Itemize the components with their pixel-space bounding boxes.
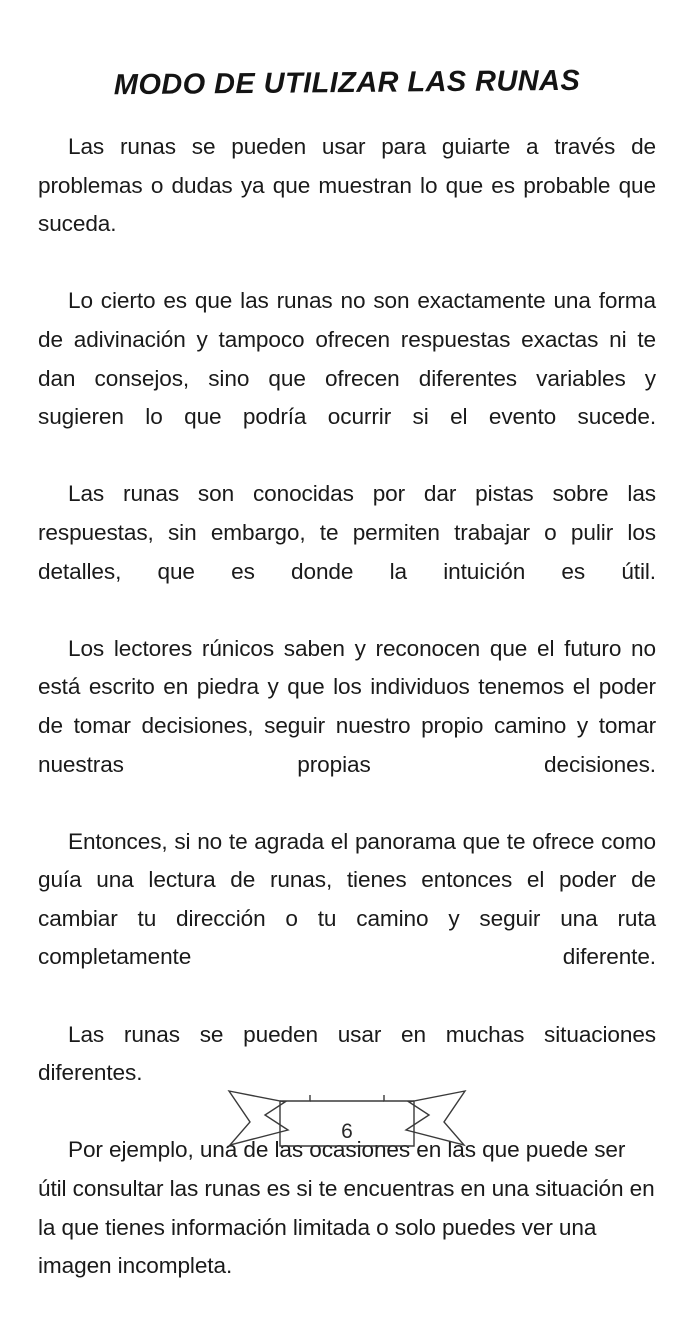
paragraph: Las runas son conocidas por dar pistas sobre las respuestas, sin embargo, te permiten trabajar o pulir los detalles, que es donde la intuición es útil.	[38, 481, 656, 584]
page-number: 6	[341, 1120, 353, 1143]
paragraph: Las runas se pueden usar para guiarte a través de problemas o dudas ya que muestran lo que es probable que suceda.	[38, 134, 656, 237]
paragraph: Los lectores rúnicos saben y reconocen que el futuro no está escrito en piedra y que los individuos tenemos el poder de tomar decisiones, seguir nuestro propio camino y tomar nuestras propias decisiones.	[38, 635, 656, 777]
paragraph: Lo cierto es que las runas no son exactamente una forma de adivinación y tampoco ofrecen respuestas exactas ni te dan consejos, sino que ofrecen diferentes variables y sugieren lo que podría ocurrir si el evento sucede.	[38, 288, 656, 430]
paragraph: Entonces, si no te agrada el panorama que te ofrece como guía una lectura de runas, tienes entonces el poder de cambiar tu dirección o tu camino y seguir una ruta completamente diferente.	[38, 828, 656, 970]
page-title: MODO DE UTILIZAR LAS RUNAS	[113, 65, 581, 102]
paragraph: Las runas se pueden usar en muchas situaciones diferentes.	[38, 1021, 656, 1086]
paragraph: Por ejemplo, una de las ocasiones en las que puede ser útil consultar las runas es si te encuentras en una situación en la que tienes información limitada o solo puedes ver una imagen incompleta.	[38, 1137, 655, 1279]
